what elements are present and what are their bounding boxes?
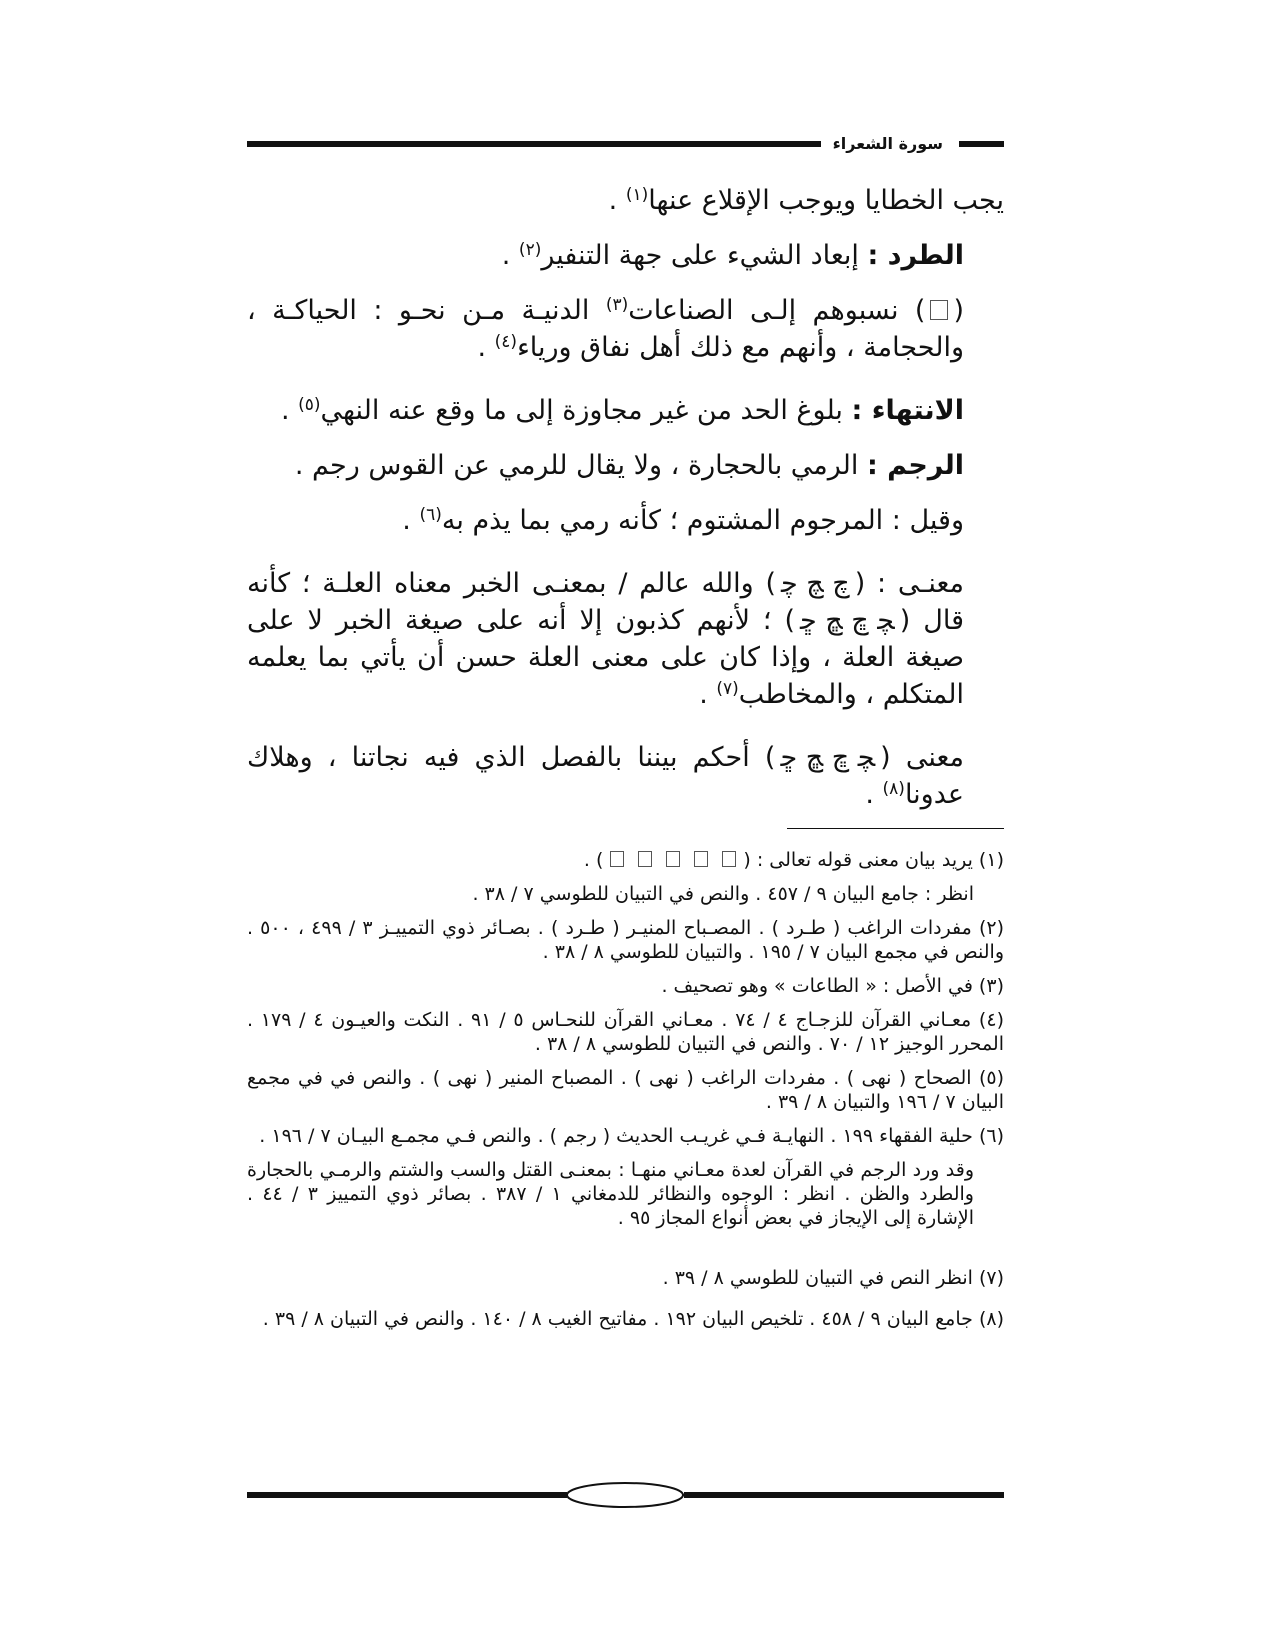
footer-rule-right [684, 1492, 1004, 1498]
paragraph-meaning-1: معنـى : (ﭺ ﭻ ﭼ) والله عالم / بمعنـى الخبر معناه العلـة ؛ كأنه قال (ﭽ ﭾ ﭿ ﮀ) ؛ لأنهم كذبون إلا أنه على صيغة الخبر لا على صيغة العلة ، وإذا كان على معنى العلة حسن أن يأتي بما يعلمه المتكلم ، والمخاطب$^{(٧)}$ . [247, 565, 1004, 713]
surah-title: سورة الشعراء [825, 132, 951, 156]
paragraph-meaning-2: معنى (ﭽ ﭾ ﭿ ﮀ) أحكم بيننا بالفصل الذي فيه نجاتنا ، وهلاك عدونا$^{(٨)}$ . [247, 739, 1004, 813]
footnote-ref-6[interactable]: (٦) [419, 505, 442, 525]
paragraph-tard: الطرد : إبعاد الشيء على جهة التنفير$^{(٢)}$ . [501, 240, 964, 271]
footnote-divider [787, 828, 1004, 829]
footnote-ref-2[interactable]: (٢) [518, 240, 542, 260]
paragraph-intiha: الانتهاء : بلوغ الحد من غير مجاوزة إلى ما وقع عنه النهي$^{(٥)}$ . [280, 395, 964, 426]
paragraph-rajm: الرجم : الرمي بالحجارة ، ولا يقال للرمي عن القوس رجم . [294, 450, 964, 481]
footnote-ref-1[interactable]: (١) [625, 185, 649, 205]
footnote-7: (٧) انظر النص في التبيان للطوسي ٨ / ٣٩ . [662, 1267, 1004, 1289]
footnote-2: (٢) مفردات الراغب ( طـرد ) . المصـباح المنيـر ( طـرد ) . بصـائر ذوي التمييـز ٣ / ٤٩٩ ، ٥٠٠ . والنص في مجمع البيان ٧ / ١٩٥ . والتبيان للطوسي ٨ / ٣٨ . [247, 917, 1004, 963]
quran-glyph-placeholder [610, 851, 624, 867]
footnote-5: (٥) الصحاح ( نهى ) . مفردات الراغب ( نهى ) . المصباح المنير ( نهى ) . والنص في في مجمع البيان ٧ / ١٩٦ والتبيان ٨ / ٣٩ . [247, 1067, 1004, 1113]
main-text [247, 182, 1004, 839]
header-rule-right [959, 141, 1004, 147]
footnote-6: (٦) حلية الفقهاء ١٩٩ . النهايـة فـي غريـب الحديث ( رجم ) . والنص فـي مجمـع البيـان ٧ / ١٩٦ . [259, 1125, 1004, 1147]
footnotes [247, 848, 1004, 1348]
quran-glyph-placeholder [638, 851, 652, 867]
quran-glyphs-3: ﭽ ﭾ ﭿ ﮀ [780, 742, 876, 773]
quran-glyphs-1: ﭺ ﭻ ﭼ [781, 568, 850, 599]
term-rajm: الرجم : [866, 450, 964, 481]
footnote-8: (٨) جامع البيان ٩ / ٤٥٨ . تلخيص البيان ١٩٢ . مفاتيح الغيب ٨ / ١٤٠ . والنص في التبيان ٨ / ٣٩ . [262, 1308, 1004, 1330]
term-intiha: الانتهاء : [851, 395, 964, 426]
header-rule-left [247, 141, 821, 147]
footnote-6-continuation: وقد ورد الرجم في القرآن لعدة معـاني منهـا : بمعنـى القتل والسب والشتم والرمـي بالحجارة والطرد والظن . انظر : الوجوه والنظائر للدمغاني ١ / ٣٨٧ . بصائر ذوي التمييز ٣ / ٤٤ . الإشارة إلى الإيجاز في بعض أنواع المجاز ٩٥ . [247, 1159, 974, 1229]
running-header [247, 132, 1004, 156]
quran-glyph-placeholder [930, 300, 948, 320]
paragraph-qil: وقيل : المرجوم المشتوم ؛ كأنه رمي بما يذم به$^{(٦)}$ . [402, 505, 964, 536]
footnote-ref-4[interactable]: (٤) [494, 332, 518, 352]
paragraph-1: يجب الخطايا ويوجب الإقلاع عنها$^{(١)}$ . [608, 185, 1004, 216]
footnote-1-continuation: انظر : جامع البيان ٩ / ٤٥٧ . والنص في التبيان للطوسي ٧ / ٣٨ . [472, 883, 974, 905]
quran-glyph-placeholder [666, 851, 680, 867]
footnote-3: (٣) في الأصل : « الطاعات » وهو تصحيف . [661, 975, 1004, 997]
quran-glyphs-2: ﭽ ﭾ ﭿ ﮀ [800, 605, 895, 636]
footnote-4: (٤) معـاني القرآن للزجـاج ٤ / ٧٤ . معـاني القرآن للنحـاس ٥ / ٩١ . النكت والعيـون ٤ / ١٧٩ . المحرر الوجيز ١٢ / ٧٠ . والنص في التبيان للطوسي ٨ / ٣٨ . [247, 1009, 1004, 1055]
quran-glyph-placeholder [694, 851, 708, 867]
footnote-1: (١) يريد بيان معنى قوله تعالى : () . [583, 849, 1004, 871]
footnote-ref-5[interactable]: (٥) [298, 395, 321, 415]
footnote-ref-7[interactable]: (٧) [716, 679, 739, 699]
paragraph-professions: () نسبوهم إلـى الصناعات$^{(٣)}$ الدنيـة مـن نحـو : الحياكـة ، والحجامة ، وأنهم مع ذلك أهل نفاق ورياء$^{(٤)}$ . [247, 295, 964, 363]
footnote-ref-8[interactable]: (٨) [882, 779, 905, 799]
page-footer-ornament [247, 1480, 1004, 1510]
term-tard: الطرد : [867, 240, 964, 271]
quran-glyph-placeholder [722, 851, 736, 867]
footnote-ref-3[interactable]: (٣) [605, 295, 629, 315]
